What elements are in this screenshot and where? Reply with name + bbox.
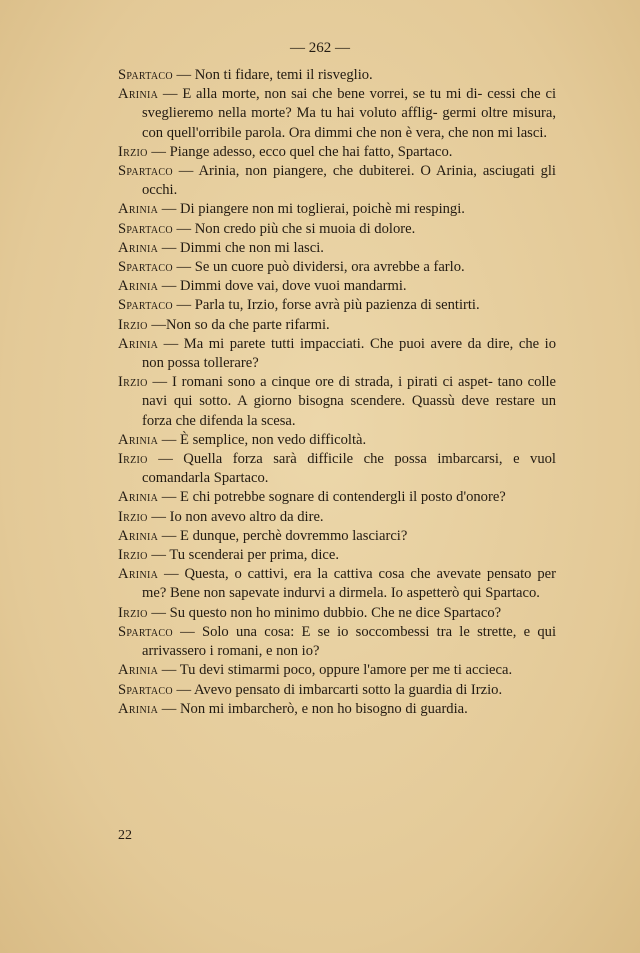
dialogue-line: [118, 527, 556, 546]
dialogue-line: [118, 200, 556, 219]
dialogue-line: [118, 546, 556, 565]
dialogue-line: [118, 661, 556, 680]
dialogue-speech: — E dunque, perchè dovremmo lasciarci?: [158, 527, 408, 544]
speaker-name: Irzio: [118, 316, 148, 333]
dialogue-speech: — Quella forza sarà difficile che possa imbarcarsi, e vuol comandarla Spartaco.: [142, 451, 556, 487]
speaker-name: Arinia: [118, 527, 159, 544]
dialogue-speech: — Piange adesso, ecco quel che hai fatto, Spartaco.: [147, 143, 453, 160]
dialogue-line: [118, 66, 556, 85]
speaker-name: Arinia: [118, 431, 159, 448]
speaker-name: Irzio: [118, 143, 148, 160]
speaker-name: Arinia: [118, 335, 159, 352]
dialogue-line: [118, 488, 556, 507]
speaker-name: Arinia: [118, 86, 159, 103]
dialogue-speech: — Tu devi stimarmi poco, oppure l'amore per me ti accieca.: [158, 662, 513, 679]
dialogue-line: [118, 85, 556, 143]
dialogue-line: [118, 239, 556, 258]
speaker-name: Irzio: [118, 508, 148, 525]
speaker-name: Arinia: [118, 700, 159, 717]
speaker-name: Irzio: [118, 604, 148, 621]
dialogue-speech: — Ma mi parete tutti impacciati. Che puoi avere da dire, che io non possa tollerare?: [142, 335, 556, 372]
page-number: — 262 —: [290, 40, 350, 56]
dialogue-speech: — E chi potrebbe sognare di contendergli il posto d'onore?: [158, 489, 506, 506]
dialogue-line: [118, 277, 556, 296]
speaker-name: Spartaco: [118, 67, 173, 83]
dialogue-speech: — Questa, o cattivi, era la cattiva cosa che avevate pensato per me? Bene non sapevate indurvi a dirmela. Io aspetterò qui Spartaco.: [142, 566, 556, 602]
speaker-name: Arinia: [118, 662, 159, 679]
dialogue-line: [118, 296, 556, 315]
speaker-name: Spartaco: [118, 623, 173, 640]
dialogue-line: [118, 335, 556, 373]
speaker-name: Arinia: [118, 239, 159, 256]
dialogue-line: [118, 565, 556, 603]
dialogue-line: [118, 450, 556, 488]
speaker-name: Irzio: [118, 547, 148, 564]
dialogue-speech: — Non credo più che si muoia di dolore.: [172, 220, 416, 237]
dialogue-speech: — Dimmi dove vai, dove vuoi mandarmi.: [158, 278, 407, 295]
speaker-name: Spartaco: [118, 681, 173, 698]
dialogue-line: [118, 220, 556, 239]
speaker-name: Irzio: [118, 451, 148, 468]
speaker-name: Spartaco: [118, 163, 173, 180]
speaker-name: Irzio: [118, 374, 148, 391]
dialogue-line: [118, 508, 556, 527]
dialogue-speech: — Tu scenderai per prima, dice.: [147, 547, 339, 564]
dialogue-speech: — Parla tu, Irzio, forse avrà più pazienza di sentirti.: [172, 297, 480, 314]
speaker-name: Arinia: [118, 278, 159, 295]
dialogue-line: [118, 162, 556, 200]
dialogue-speech: — Dimmi che non mi lasci.: [158, 239, 324, 256]
dialogue-speech: —Non so da che parte rifarmi.: [147, 316, 330, 333]
dialogue-speech: — E alla morte, non sai che bene vorrei, se tu mi di- cessi che ci sveglieremo nella morte? Ma tu hai voluto afflig- germi oltre misura, con quell'orribile parola. Ora dimmi che non è vera, che non mi lasci.: [142, 86, 556, 141]
dialogue-line: [118, 316, 556, 335]
dialogue-line: [118, 681, 556, 700]
dialogue-speech: — Se un cuore può dividersi, ora avrebbe a farlo.: [172, 259, 465, 276]
signature-mark: 22: [118, 828, 132, 843]
dialogue-speech: — Solo una cosa: E se io soccombessi tra le strette, e qui arrivassero i romani, e non io?: [142, 623, 556, 660]
dialogue-line: [118, 258, 556, 277]
dialogue-line: [118, 700, 556, 719]
speaker-name: Spartaco: [118, 220, 173, 237]
dialogue-line: [118, 373, 556, 431]
dialogue-speech: — Arinia, non piangere, che dubiterei. O Arinia, asciugati gli occhi.: [142, 163, 556, 199]
speaker-name: Spartaco: [118, 259, 173, 276]
dialogue-speech: — Di piangere non mi toglierai, poichè mi respingi.: [158, 201, 465, 218]
speaker-name: Arinia: [118, 489, 159, 506]
dialogue-speech: — I romani sono a cinque ore di strada, i pirati ci aspet- tano colle navi qui sotto. A giorno bisogna scendere. Quassù deve restare un forza che difenda la scesa.: [142, 374, 556, 429]
dialogue-speech: — Avevo pensato di imbarcarti sotto la guardia di Irzio.: [172, 681, 503, 698]
dialogue-line: [118, 623, 556, 661]
dialogue-line: [118, 604, 556, 623]
speaker-name: Arinia: [118, 566, 159, 583]
dialogue-speech: — Io non avevo altro da dire.: [147, 508, 324, 525]
speaker-name: Spartaco: [118, 297, 173, 314]
dialogue-speech: — Su questo non ho minimo dubbio. Che ne dice Spartaco?: [147, 604, 502, 621]
dialogue-speech: — Non ti fidare, temi il risveglio.: [172, 67, 373, 83]
dialogue-line: [118, 143, 556, 162]
dialogue-speech: — È semplice, non vedo difficoltà.: [158, 431, 367, 448]
dialogue-text: [118, 66, 556, 719]
speaker-name: Arinia: [118, 201, 159, 218]
dialogue-line: [118, 431, 556, 450]
dialogue-speech: — Non mi imbarcherò, e non ho bisogno di guardia.: [158, 700, 468, 717]
